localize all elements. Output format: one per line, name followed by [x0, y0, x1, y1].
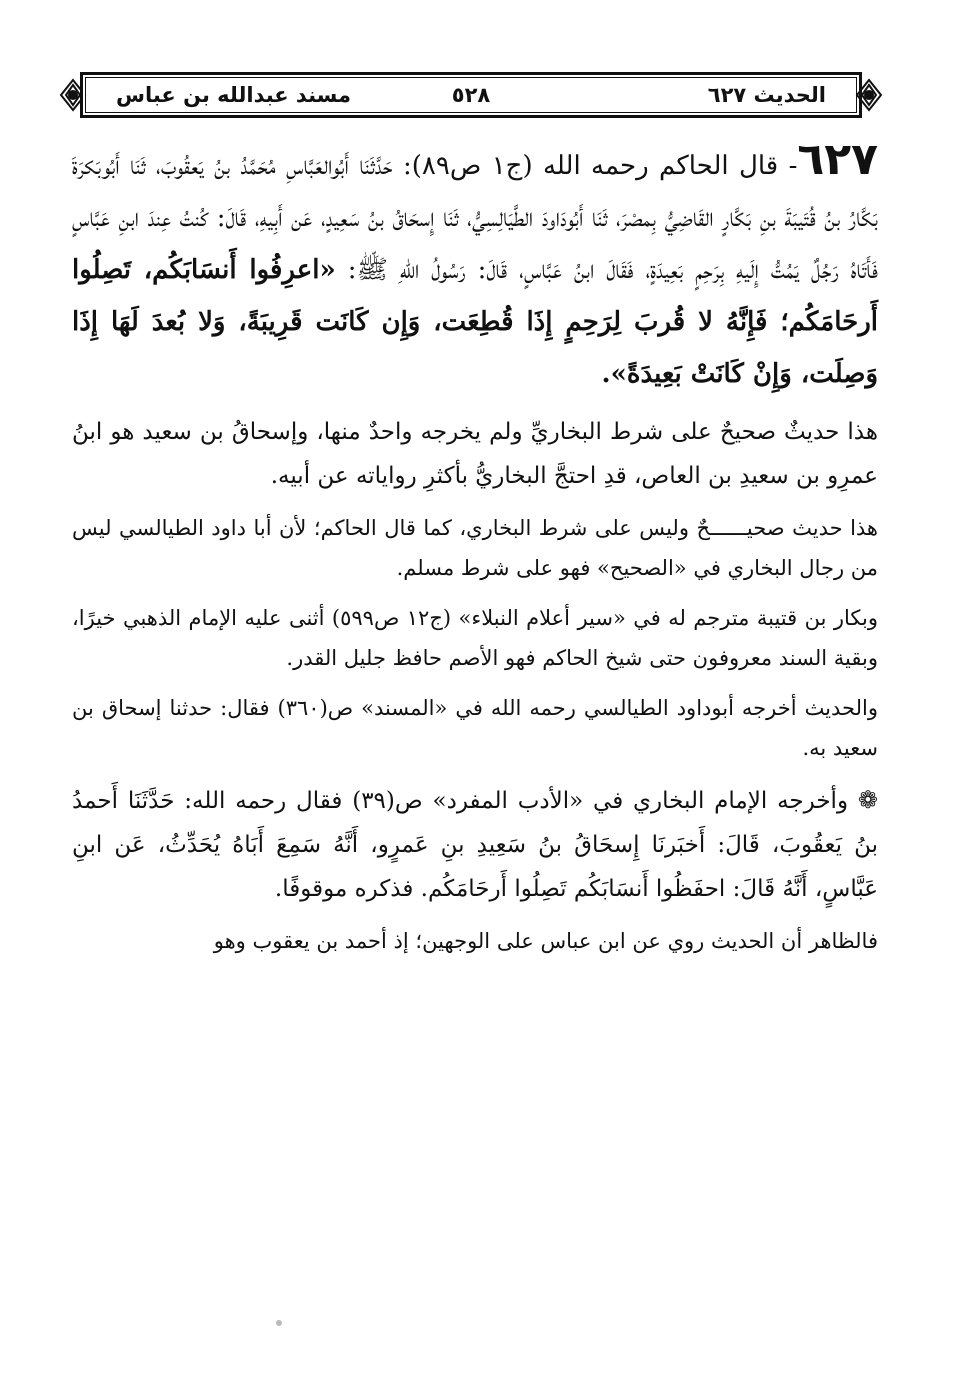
floral-ornament-icon [854, 78, 884, 112]
page-content [72, 128, 878, 961]
editor-note-3: والحديث أخرجه أبوداود الطيالسي رحمه الله في «المسند» ص(٣٦٠) فقال: حدثنا إسحاق بن سعيد به. [72, 696, 878, 760]
hakim-comment [72, 410, 878, 498]
hakim-comment-text: هذا حديثٌ صحيحٌ على شرط البخاريِّ ولم يخرجه واحدٌ منها، وإسحاقُ بن سعيد هو ابنُ عمرِو بن سعيدِ بن العاص، قدِ احتجَّ البخاريُّ بأكثرِ رواياته عن أبيه. [72, 419, 878, 489]
flower-icon: ❁ [857, 786, 879, 814]
editor-note-2: وبكار بن قتيبة مترجم له في «سير أعلام النبلاء» (ج١٢ ص٥٩٩) أثنى عليه الإمام الذهبي خيرًا، وبقية السند معروفون حتى شيخ الحاكم فهو الأصم حافظ جليل القدر. [72, 606, 878, 670]
hadith-number: ٦٢٧ [797, 134, 878, 185]
page-dot [276, 1320, 282, 1326]
page-number: ٥٢٨ [451, 83, 491, 107]
hadith-label: الحديث ٦٢٧ [707, 83, 826, 107]
editor-notes [72, 508, 878, 768]
final-note [72, 921, 878, 961]
prophet-saying: «اعرِفُوا أَنسَابَكُم، تَصِلُوا أَرحَامَكُم؛ فَإِنَّهُ لا قُربَ لِرَحِمٍ إِذَا قُطِعَت، وَإِن كَانَت قَرِيبَةً، وَلا بُعدَ لَهَا إِذَا وَصِلَت، وَإِنْ كَانَتْ بَعِيدَةً». [72, 255, 878, 389]
book-title: مسند عبدالله بن عباس [116, 83, 352, 107]
running-header [58, 72, 884, 118]
editor-note-1: هذا حديث صحيــــــحٌ وليس على شرط البخاري، كما قال الحاكم؛ لأن أبا داود الطيالسي ليس من رجال البخاري في «الصحيح» فهو على شرط مسلم. [72, 516, 878, 580]
final-note-text: فالظاهر أن الحديث روي عن ابن عباس على الوجهين؛ إذ أحمد بن يعقوب وهو [213, 929, 878, 953]
hadith-isnad: - قال الحاكم رحمه الله (ج١ ص٨٩): حَدَّثَنَا أَبُوالعَبَّاسِ مُحَمَّدُ بنُ يَعقُوبَ، ثَنَا أَبُوبَكرَةَ بَكَّارُ بنُ قُتَيبَةَ بنِ بَكَّارٍ القَاضِيُّ بِمصْرَ، ثَنَا أَبُودَاودَ الطَّيَالِسِيُّ، ثَنَا إِسحَاقُ بنُ سَعِيدٍ، عَن أَبِيهِ، قَالَ: كُنتُ عِندَ ابنِ عَبَّاسٍ فَأَتَاهُ رَجُلٌ يَمُتُّ إِلَيهِ بِرَحِمٍ بَعِيدَةٍ، فَقَالَ ابنُ عَبَّاسٍ، قَالَ: رَسُولُ اللهِ ﷺ: [72, 151, 878, 285]
adab-mufrad-text: وأخرجه الإمام البخاري في «الأدب المفرد» ص(٣٩) فقال رحمه الله: حَدَّثَنَا أَحمدُ بنُ يَعقُوبَ، قَالَ: أَخبَرنَا إِسحَاقُ بنُ سَعِيدِ بنِ عَمرٍو، أَنَّهُ سَمِعَ أَبَاهُ يُحَدِّثُ، عَن ابنِ عَبَّاسٍ، أَنَّهُ قَالَ: احفَظُوا أَنسَابَكُم تَصِلُوا أَرحَامَكُم. فذكره موقوفًا. [72, 788, 878, 902]
hadith-text [72, 134, 878, 400]
adab-mufrad-section [72, 778, 878, 911]
